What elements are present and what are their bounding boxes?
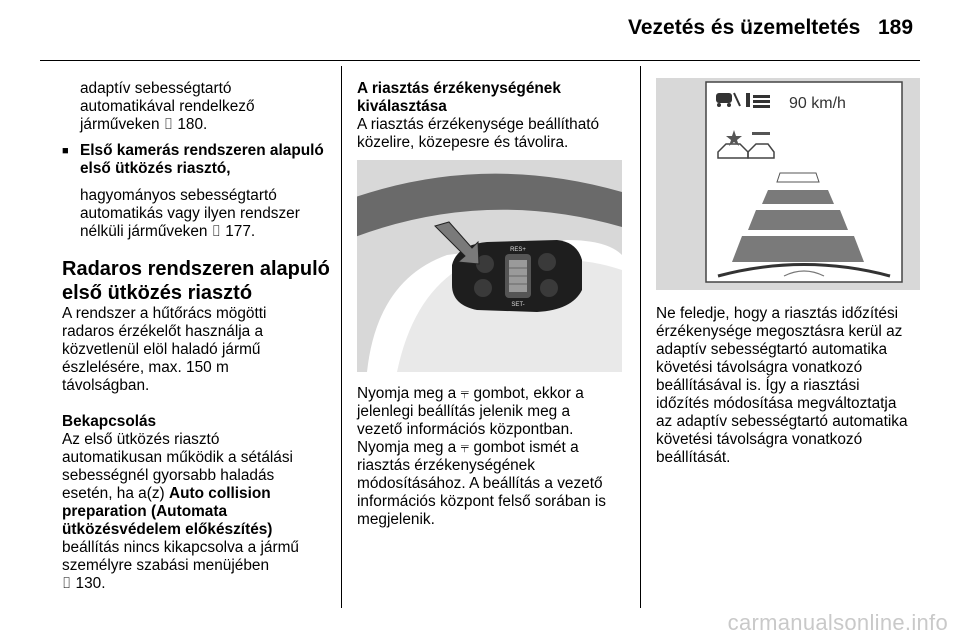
para-line: távolságban.: [62, 377, 150, 394]
para-line: Nyomja meg a ⫧ gombot, ekkor a: [357, 385, 584, 402]
para-line: ⌷ 130.: [62, 575, 106, 592]
para-line: vezető információs központban.: [357, 421, 574, 438]
para-line: A rendszer a hűtőrács mögötti: [62, 305, 267, 322]
intro-line: járműveken ⌷ 180.: [80, 116, 208, 133]
intro-line: automatikával rendelkező: [80, 98, 255, 115]
page-number: 189: [878, 16, 914, 39]
para-line: A riasztás érzékenysége beállítható: [357, 116, 600, 133]
para-line: Nyomja meg a ⫧ gombot ismét a: [357, 439, 579, 456]
para-line: automatikusan működik a sétálási: [62, 449, 293, 466]
para-line: radaros érzékelőt használja a: [62, 323, 264, 340]
wheel-label-set: SET-: [511, 302, 525, 308]
section-heading: első ütközés riasztó: [62, 282, 253, 304]
para-text: esetén, ha a(z): [62, 485, 169, 502]
para-line: időzítés módosítása megváltoztatja: [656, 395, 897, 412]
column-divider-2: [640, 66, 641, 608]
para-line: megjelenik.: [357, 511, 435, 528]
section-heading: Radaros rendszeren alapuló: [62, 258, 330, 280]
column-3-text: [656, 305, 936, 467]
wheel-label-res: RES+: [510, 247, 526, 253]
subheading: Bekapcsolás: [62, 413, 157, 430]
column-2-lower: [357, 385, 632, 529]
steering-wheel-figure: [357, 160, 622, 372]
menu-option-name: ütközésvédelem előkészítés): [62, 521, 273, 538]
bullet-item: ■ Első kamerás rendszeren alapuló: [62, 142, 332, 160]
follow-distance-icon: [746, 93, 770, 108]
para-line: személyre szabási menüjében: [62, 557, 270, 574]
para-line: riasztás érzékenységének: [357, 457, 535, 474]
column-1: [62, 80, 332, 593]
menu-option-name: Auto collision: [168, 485, 271, 502]
column-divider-1: [341, 66, 342, 608]
section-heading: kiválasztása: [357, 98, 447, 115]
bullet-body-line: hagyományos sebességtartó: [80, 187, 277, 204]
bullet-item-cont: első ütközés riasztó,: [80, 160, 231, 177]
para-line: észlelésére, max. 150 m: [62, 359, 229, 376]
para-line: Az első ütközés riasztó: [62, 431, 220, 448]
steering-wheel-illustration: [357, 160, 622, 372]
para-line: követési távolságra vonatkozó: [656, 359, 863, 376]
bullet-body-line: nélküli járműveken ⌷ 177.: [80, 223, 256, 240]
para-line: az adaptív sebességtartó automatika: [656, 413, 908, 430]
driver-info-display-figure: [656, 78, 920, 290]
intro-line: adaptív sebességtartó: [80, 80, 232, 97]
para-line: beállítás nincs kikapcsolva a jármű: [62, 539, 299, 556]
para-line: információs központ felső sorában is: [357, 493, 606, 510]
para-line: közvetlenül elöl haladó jármű: [62, 341, 261, 358]
para-line: sebességnél gyorsabb haladás: [62, 467, 275, 484]
para-line: beállítását.: [656, 449, 731, 466]
driver-info-display-illustration: [656, 78, 920, 290]
header-rule: [40, 60, 920, 61]
footer-watermark: carmanualsonline.info: [727, 610, 948, 635]
para-line: jelenlegi beállítás jelenik meg a: [357, 403, 571, 420]
bullet-body-line: automatikás vagy ilyen rendszer: [80, 205, 300, 222]
para-line: közelire, közepesre és távolira.: [357, 134, 569, 151]
para-line: adaptív sebességtartó automatika: [656, 341, 888, 358]
menu-option-name: preparation (Automata: [62, 503, 228, 520]
column-2: [357, 80, 627, 152]
display-speed: 90 km/h: [789, 95, 846, 112]
para-line: beállításával is. Így a riasztási: [656, 377, 860, 394]
para-line: követési távolságra vonatkozó: [656, 431, 863, 448]
section-heading: A riasztás érzékenységének: [357, 80, 561, 97]
para-line: módosításához. A beállítás a vezető: [357, 475, 603, 492]
para-line: [62, 485, 332, 503]
running-header-title: Vezetés és üzemeltetés: [628, 16, 861, 39]
para-line: érzékenysége megosztásra kerül az: [656, 323, 903, 340]
para-line: Ne feledje, hogy a riasztás időzítési: [656, 305, 899, 322]
